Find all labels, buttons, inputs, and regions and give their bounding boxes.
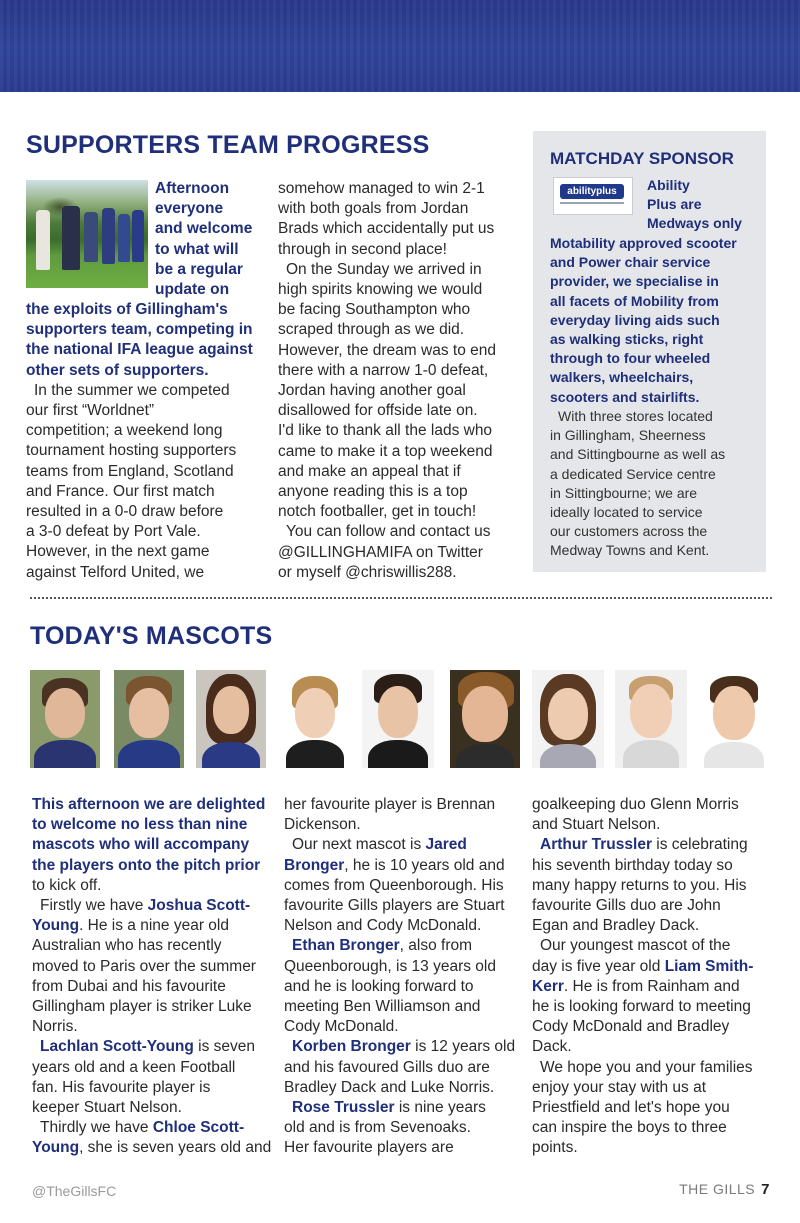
mascot-photo xyxy=(362,670,434,768)
mascot-name: Rose Trussler xyxy=(292,1099,395,1117)
sponsor-line: walkers, wheelchairs, xyxy=(550,369,694,386)
intro-line: mascots who will accompany xyxy=(32,836,250,854)
mascot-photo xyxy=(196,670,266,768)
text-line: keeper Stuart Nelson. xyxy=(32,1099,182,1117)
text-line: many happy returns to you. His xyxy=(532,876,747,894)
text-line: our first “Worldnet” xyxy=(26,402,155,420)
intro-line: to welcome no less than nine xyxy=(32,816,248,834)
sponsor-line: provider, we specialise in xyxy=(550,273,719,290)
text-line: Firstly we have Joshua Scott- xyxy=(40,897,251,915)
mascot-name: Ethan Bronger xyxy=(292,937,400,955)
text-line: Norris. xyxy=(32,1018,78,1036)
text-line: be facing Southampton who xyxy=(278,301,471,319)
logo-wordmark: abilityplus xyxy=(560,184,624,199)
text-line: Nelson and Cody McDonald. xyxy=(284,917,482,935)
text-line: comes from Queenborough. His xyxy=(284,876,504,894)
text-line: tournament hosting supporters xyxy=(26,442,237,460)
text-line: teams from England, Scotland xyxy=(26,462,234,480)
text-line: Ethan Bronger, also from xyxy=(292,937,473,955)
lead-line: everyone xyxy=(155,200,224,218)
text-line: Cody McDonald and Bradley xyxy=(532,1018,730,1036)
text-line: notch footballer, get in touch! xyxy=(278,503,477,521)
text-line: Gillingham player is striker Luke xyxy=(32,998,252,1016)
supporters-team-photo xyxy=(26,180,148,288)
mascot-name: Young xyxy=(32,1139,80,1157)
sponsor-line: Medways only xyxy=(647,215,742,232)
section-divider xyxy=(30,597,772,599)
text-line: high spirits knowing we would xyxy=(278,281,483,299)
text-line: and he is looking forward to xyxy=(284,977,474,995)
text-line: meeting Ben Williamson and xyxy=(284,998,481,1016)
text-line: goalkeeping duo Glenn Morris xyxy=(532,796,739,813)
text-line: points. xyxy=(532,1139,578,1157)
lead-line: Afternoon xyxy=(155,180,230,197)
text-line: Dickenson. xyxy=(284,816,361,834)
header-banner xyxy=(0,0,800,92)
sponsor-line: in Sittingbourne; we are xyxy=(550,484,698,501)
footer-brand-name: THE GILLS xyxy=(679,1181,756,1197)
sponsor-line: a dedicated Service centre xyxy=(550,465,716,482)
text-line: However, the dream was to end xyxy=(278,341,496,359)
text-line: Young. He is a nine year old xyxy=(32,917,229,935)
text-line: can inspire the boys to three xyxy=(532,1119,727,1137)
sponsor-line: everyday living aids such xyxy=(550,311,720,328)
text-line: Queenborough, is 13 years old xyxy=(284,957,496,975)
sponsor-line: our customers across the xyxy=(550,523,708,540)
text-line: and his favoured Gills duo are xyxy=(284,1058,490,1076)
text-line: Brads which accidentally put us xyxy=(278,220,495,238)
text-line: Bronger, he is 10 years old and xyxy=(284,856,505,874)
abilityplus-logo xyxy=(553,177,633,215)
mascot-name: Jared xyxy=(425,836,467,854)
mascots-column-2 xyxy=(284,795,534,1159)
text-line: fan. His favourite player is xyxy=(32,1078,211,1096)
mascot-name: Joshua Scott- xyxy=(147,897,251,915)
text-line: Young, she is seven years old and xyxy=(32,1139,272,1157)
mascot-photo xyxy=(114,670,184,768)
text-line: We hope you and your families xyxy=(540,1058,753,1076)
mascot-name: Lachlan Scott-Young xyxy=(40,1038,194,1056)
mascot-name: Korben Bronger xyxy=(292,1038,411,1056)
footer-brand xyxy=(679,1181,770,1198)
text-line: day is five year old Liam Smith- xyxy=(532,957,754,975)
text-line: somehow managed to win 2-1 xyxy=(278,180,485,197)
text-line: from Dubai and his favourite xyxy=(32,977,226,995)
text-line: Cody McDonald. xyxy=(284,1018,399,1036)
text-line: years old and a keen Football xyxy=(32,1058,236,1076)
lead-line: supporters team, competing in xyxy=(26,321,253,339)
text-line: enjoy your stay with us at xyxy=(532,1078,707,1096)
text-line: with both goals from Jordan xyxy=(278,200,469,218)
text-line: In the summer we competed xyxy=(34,381,230,399)
text-line: anyone reading this is a top xyxy=(278,483,468,501)
lead-line: update on xyxy=(155,281,230,299)
footer-twitter-handle: @TheGillsFC xyxy=(32,1183,117,1199)
text-line: his seventh birthday today so xyxy=(532,856,733,874)
intro-line: This afternoon we are delighted xyxy=(32,796,266,813)
sponsor-lead-short xyxy=(647,176,757,234)
text-line: competition; a weekend long xyxy=(26,422,223,440)
sponsor-line: scooters and stairlifts. xyxy=(550,388,700,405)
mascot-photo xyxy=(615,670,687,768)
text-line: You can follow and contact us xyxy=(286,523,491,541)
text-line: came to make it a top weekend xyxy=(278,442,493,460)
mascot-photo xyxy=(532,670,604,768)
text-line: to kick off. xyxy=(32,876,102,894)
sponsor-line: and Power chair service xyxy=(550,254,711,271)
text-line: Arthur Trussler is celebrating xyxy=(540,836,748,854)
page-number: 7 xyxy=(761,1181,770,1198)
matchday-sponsor-box xyxy=(533,131,766,572)
supporters-column-2 xyxy=(278,179,528,583)
sponsor-line: all facets of Mobility from xyxy=(550,292,719,309)
sponsor-line: as walking sticks, right xyxy=(550,331,704,348)
text-line: favourite Gills duo are John xyxy=(532,897,721,915)
twitter-handle: @GILLINGHAMIFA on Twitter xyxy=(278,543,483,561)
text-line: resulted in a 0-0 draw before xyxy=(26,503,224,521)
mascot-photo xyxy=(450,670,520,768)
text-line: and Stuart Nelson. xyxy=(532,816,661,834)
text-line: scraped through as we did. xyxy=(278,321,465,339)
mascot-photo xyxy=(280,670,350,768)
text-line: against Telford United, we xyxy=(26,563,205,581)
mascot-name: Arthur Trussler xyxy=(540,836,652,854)
sponsor-line: Medway Towns and Kent. xyxy=(550,542,710,559)
text-line: Thirdly we have Chloe Scott- xyxy=(40,1119,245,1137)
lead-line: be a regular xyxy=(155,260,243,278)
text-line: Kerr. He is from Rainham and xyxy=(532,977,740,995)
text-line: favourite Gills players are Stuart xyxy=(284,897,505,915)
text-line: On the Sunday we arrived in xyxy=(286,260,482,278)
supporters-column-1 xyxy=(26,300,276,583)
mascot-photo xyxy=(30,670,100,768)
sponsor-line: Plus are xyxy=(647,196,702,213)
text-line: and France. Our first match xyxy=(26,482,215,500)
mascots-column-1 xyxy=(32,795,277,1159)
text-line: and make an appeal that if xyxy=(278,462,461,480)
sponsor-body xyxy=(550,407,756,561)
text-line: or myself @chriswillis288. xyxy=(278,563,457,581)
text-line: However, in the next game xyxy=(26,543,210,561)
text-line: Dack. xyxy=(532,1038,572,1056)
text-line: Lachlan Scott-Young is seven xyxy=(40,1038,256,1056)
lead-line: other sets of supporters. xyxy=(26,361,209,379)
lead-line: the national IFA league against xyxy=(26,341,253,359)
mascot-photo xyxy=(698,670,770,768)
mascot-name: Kerr xyxy=(532,977,564,995)
text-line: through in second place! xyxy=(278,240,447,258)
lead-line: and welcome xyxy=(155,220,253,238)
text-line: disallowed for offside late on. xyxy=(278,402,478,420)
sponsor-line: in Gillingham, Sheerness xyxy=(550,427,706,444)
supporters-intro-lead-top xyxy=(155,179,270,300)
lead-line: to what will xyxy=(155,240,239,258)
mascot-name: Chloe Scott- xyxy=(152,1119,245,1137)
text-line: a 3-0 defeat by Port Vale. xyxy=(26,523,201,541)
lead-line: the exploits of Gillingham's xyxy=(26,301,228,318)
text-line: there with a narrow 1-0 defeat, xyxy=(278,361,489,379)
text-line: her favourite player is Brennan xyxy=(284,796,496,813)
supporters-section-title: SUPPORTERS TEAM PROGRESS xyxy=(26,131,430,159)
sponsor-line: With three stores located xyxy=(558,408,713,424)
text-line: old and is from Sevenoaks. xyxy=(284,1119,471,1137)
mascots-column-3 xyxy=(532,795,777,1159)
text-line: I'd like to thank all the lads who xyxy=(278,422,493,440)
text-line: Rose Trussler is nine years xyxy=(292,1099,486,1117)
text-line: Our next mascot is Jared xyxy=(292,836,467,854)
sponsor-lead xyxy=(550,234,756,407)
mascot-name: Young xyxy=(32,917,80,935)
sponsor-line: Motability approved scooter xyxy=(550,235,737,251)
mascot-name: Bronger xyxy=(284,856,345,874)
text-line: Priestfield and let's hope you xyxy=(532,1099,730,1117)
text-line: Our youngest mascot of the xyxy=(540,937,731,955)
text-line: Korben Bronger is 12 years old xyxy=(292,1038,516,1056)
text-line: Bradley Dack and Luke Norris. xyxy=(284,1078,495,1096)
intro-line: the players onto the pitch prior xyxy=(32,856,261,874)
text-line: he is looking forward to meeting xyxy=(532,998,751,1016)
sponsor-line: through to four wheeled xyxy=(550,350,711,367)
text-line: Egan and Bradley Dack. xyxy=(532,917,700,935)
text-line: Her favourite players are xyxy=(284,1139,454,1157)
mascots-section-title: TODAY'S MASCOTS xyxy=(30,622,273,650)
sponsor-line: and Sittingbourne as well as xyxy=(550,446,726,463)
sponsor-title: MATCHDAY SPONSOR xyxy=(550,149,734,168)
text-line: Jordan having another goal xyxy=(278,382,466,400)
text-line: Australian who has recently xyxy=(32,937,222,955)
sponsor-line: Ability xyxy=(647,177,690,193)
mascot-name: Liam Smith- xyxy=(664,957,754,975)
text-line: moved to Paris over the summer xyxy=(32,957,256,975)
sponsor-line: ideally located to service xyxy=(550,504,703,521)
